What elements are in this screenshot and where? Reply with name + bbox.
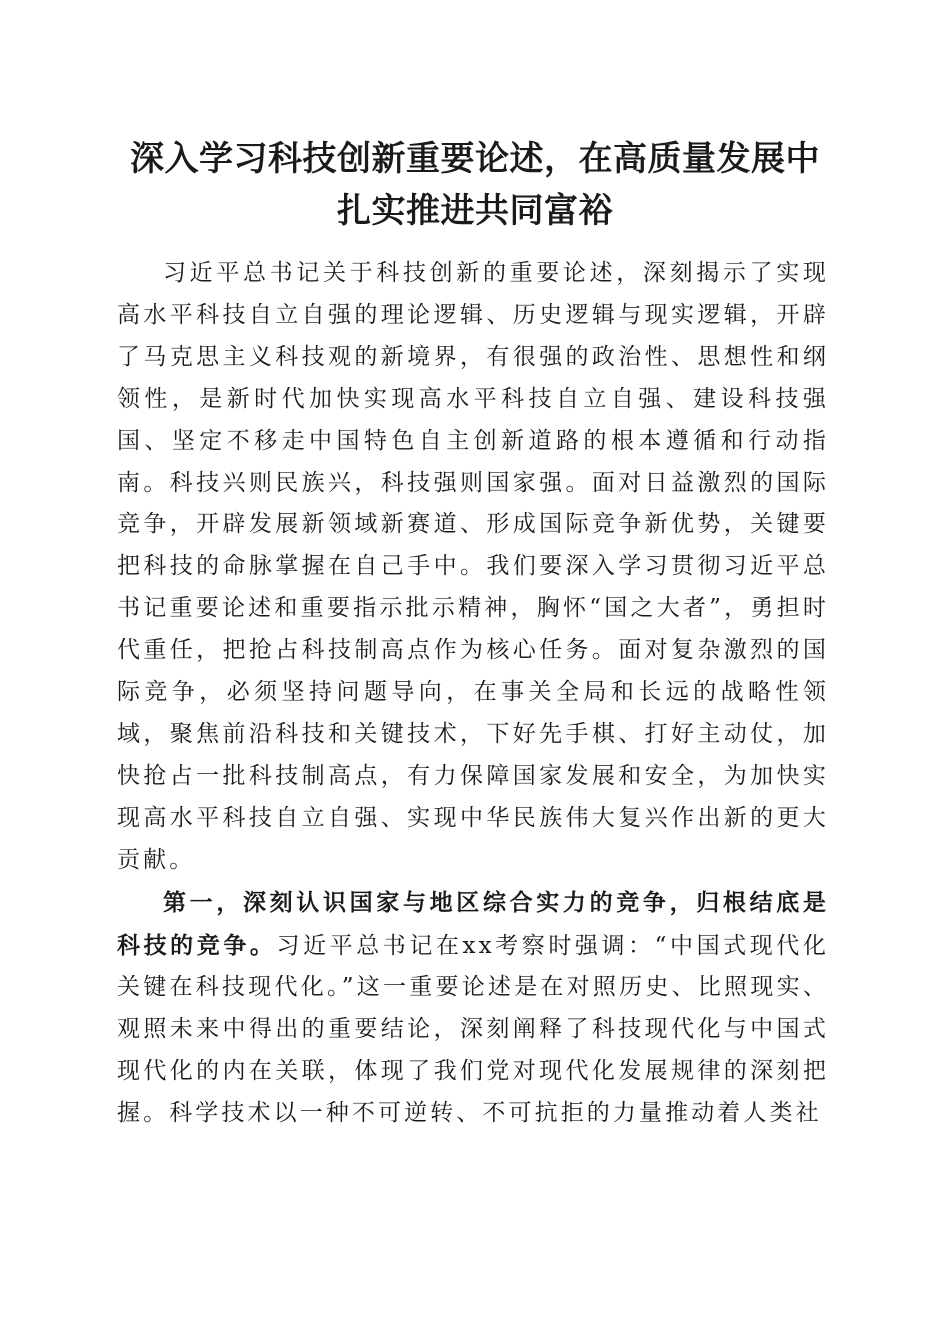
document-body bbox=[117, 253, 829, 1135]
paragraph-intro bbox=[117, 253, 829, 882]
first-point-heading: 第一，深刻认识国家与地区综合实力的竞争，归根结底是科技的竞争。 bbox=[117, 888, 829, 959]
paragraph-intro-text: 习近平总书记关于科技创新的重要论述，深刻揭示了实现高水平科技自立自强的理论逻辑、历史逻辑与现实逻辑，开辟了马克思主义科技观的新境界，有很强的政治性、思想性和纲领性，是新时代加快实现高水平科技自立自强、建设科技强国、坚定不移走中国特色自主创新道路的根本遵循和行动指南。科技兴则民族兴，科技强则国家强。面对日益激烈的国际竞争，开辟发展新领域新赛道、形成国际竞争新优势，关键要把科技的命脉掌握在自己手中。我们要深入学习贯彻习近平总书记重要论述和重要指示批示精神，胸怀“国之大者”，勇担时代重任，把抢占科技制高点作为核心任务。面对复杂激烈的国际竞争，必须坚持问题导向，在事关全局和长远的战略性领域，聚焦前沿科技和关键技术，下好先手棋、打好主动仗，加快抢占一批科技制高点，有力保障国家发展和安全，为加快实现高水平科技自立自强、实现中华民族伟大复兴作出新的更大贡献。 bbox=[117, 260, 829, 873]
title-line-1: 深入学习科技创新重要论述，在高质量发展中 bbox=[130, 139, 820, 179]
first-point-text: 习近平总书记在xx考察时强调：“中国式现代化关键在科技现代化。”这一重要论述是在对照历史、比照现实、观照未来中得出的重要结论，深刻阐释了科技现代化与中国式现代化的内在关联，体现了我们党对现代化发展规律的深刻把握。科学技术以一种不可逆转、不可抗拒的力量推动着人类社 bbox=[117, 932, 829, 1127]
title-line-2: 扎实推进共同富裕 bbox=[337, 191, 613, 231]
paragraph-first-point bbox=[117, 882, 829, 1135]
document-title bbox=[100, 133, 850, 237]
